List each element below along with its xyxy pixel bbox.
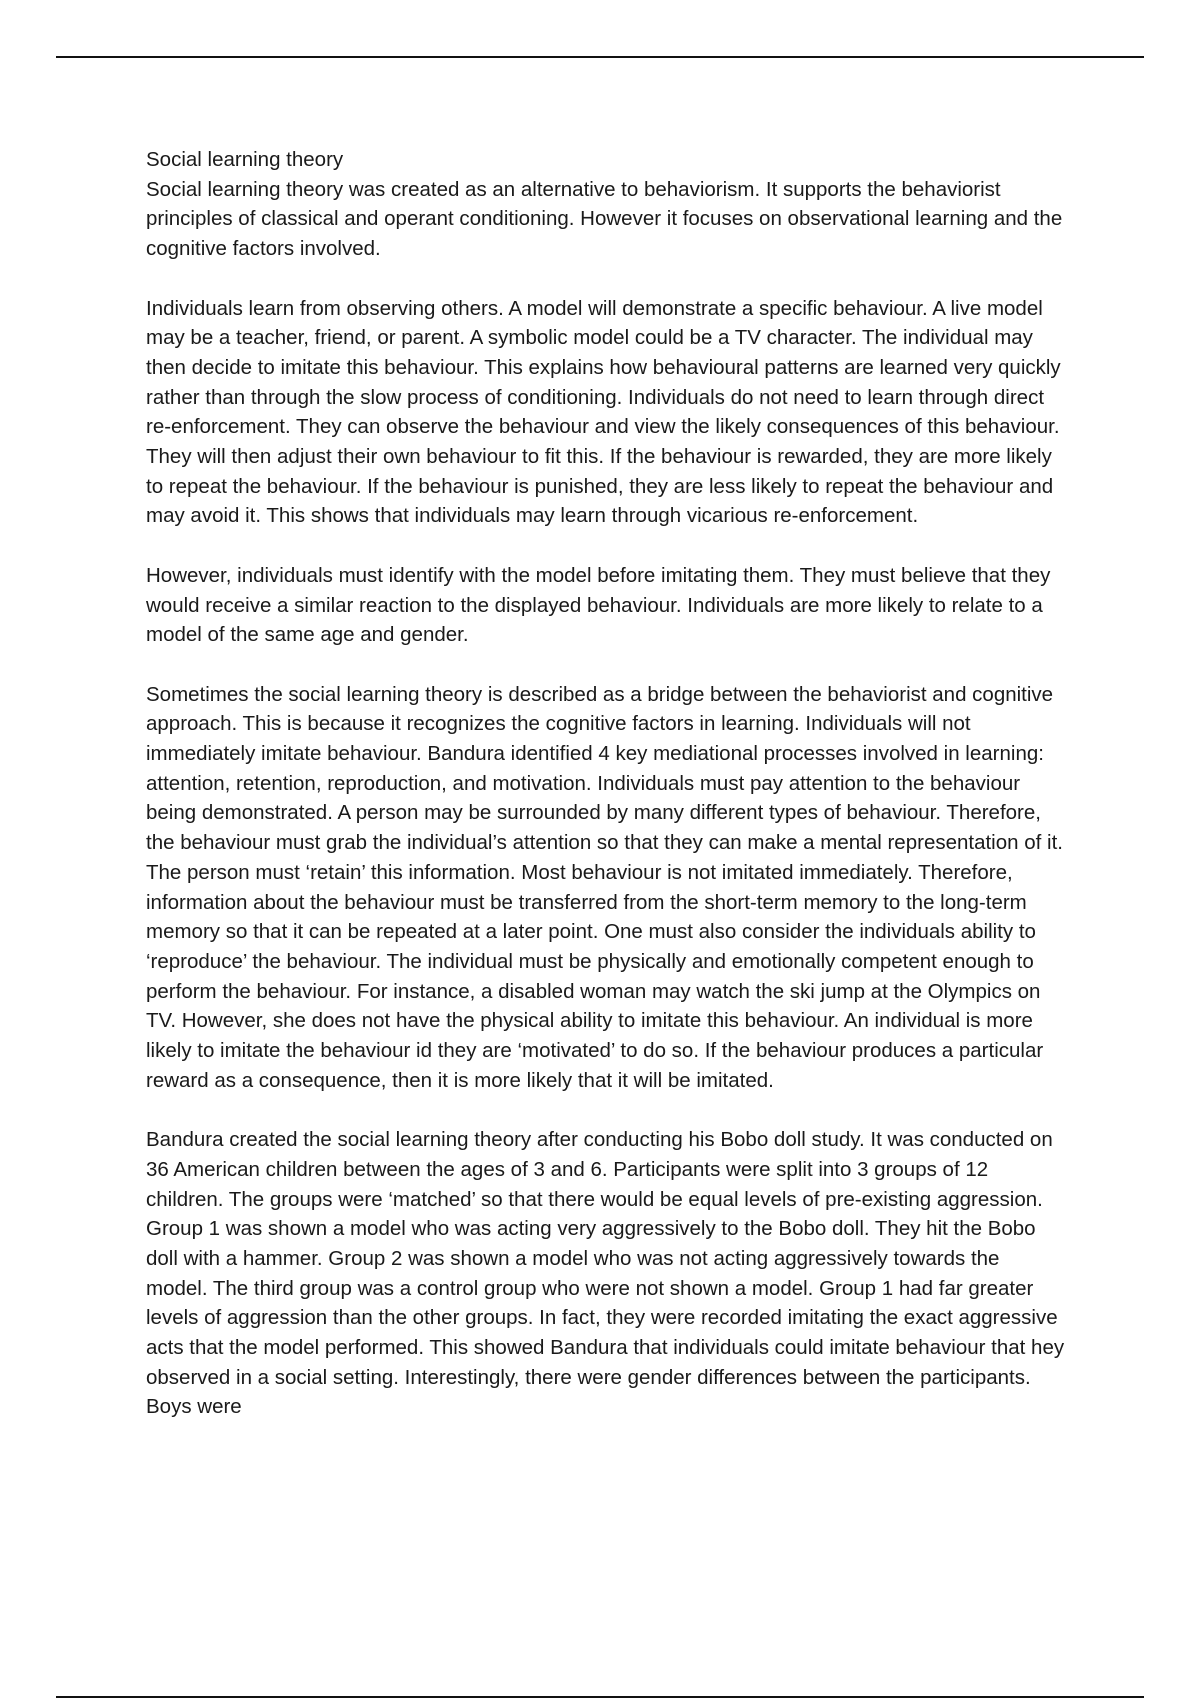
page-bottom-rule xyxy=(56,1696,1144,1698)
page-top-rule xyxy=(56,56,1144,58)
paragraph-intro: Social learning theory was created as an alternative to behaviorism. It supports the behaviorist principles of classical and operant conditioning. However it focuses on observational learning and the cognitive factors involved. xyxy=(146,177,1063,261)
document-body xyxy=(146,145,1066,1422)
paragraph-bobo-doll-study: Bandura created the social learning theory after conducting his Bobo doll study. It was conducted on 36 American children between the ages of 3 and 6. Participants were split into 3 groups of 12 children. The groups were ‘matched’ so that there would be equal levels of pre-existing aggression. Group 1 was shown a model who was acting very aggressively to the Bobo doll. They hit the Bobo doll with a hammer. Group 2 was shown a model who was not acting aggressively towards the model. The third group was a control group who were not shown a model. Group 1 had far greater levels of aggression than the other groups. In fact, they were recorded imitating the exact aggressive acts that the model performed. This showed Bandura that individuals could imitate behaviour that hey observed in a social setting. Interestingly, there were gender differences between the participants. Boys were xyxy=(146,1128,1065,1419)
paragraph-observational-learning: Individuals learn from observing others. A model will demonstrate a specific behaviour. A live model may be a teacher, friend, or parent. A symbolic model could be a TV character. The individual may then decide to imitate this behaviour. This explains how behavioural patterns are learned very quickly rather than through the slow process of conditioning. Individuals do not need to learn through direct re-enforcement. They can observe the behaviour and view the likely consequences of this behaviour. They will then adjust their own behaviour to fit this. If the behaviour is rewarded, they are more likely to repeat the behaviour. If the behaviour is punished, they are less likely to repeat the behaviour and may avoid it. This shows that individuals may learn through vicarious re-enforcement. xyxy=(146,296,1061,528)
document-title: Social learning theory xyxy=(146,148,344,171)
paragraph-identification: However, individuals must identify with the model before imitating them. They must believe that they would receive a similar reaction to the displayed behaviour. Individuals are more likely to relate to a model of the same age and gender. xyxy=(146,563,1051,647)
paragraph-mediational-processes: Sometimes the social learning theory is described as a bridge between the behaviorist and cognitive approach. This is because it recognizes the cognitive factors in learning. Individuals will not immediately imitate behaviour. Bandura identified 4 key mediational processes involved in learning: attention, retention, reproduction, and motivation. Individuals must pay attention to the behaviour being demonstrated. A person may be surrounded by many different types of behaviour. Therefore, the behaviour must grab the individual’s attention so that they can make a mental representation of it. The person must ‘retain’ this information. Most behaviour is not imitated immediately. Therefore, information about the behaviour must be transferred from the short-term memory to the long-term memory so that it can be repeated at a later point. One must also consider the individuals ability to ‘reproduce’ the behaviour. The individual must be physically and emotionally competent enough to perform the behaviour. For instance, a disabled woman may watch the ski jump at the Olympics on TV. However, she does not have the physical ability to imitate this behaviour. An individual is more likely to imitate the behaviour id they are ‘motivated’ to do so. If the behaviour produces a particular reward as a consequence, then it is more likely that it will be imitated. xyxy=(146,682,1063,1092)
